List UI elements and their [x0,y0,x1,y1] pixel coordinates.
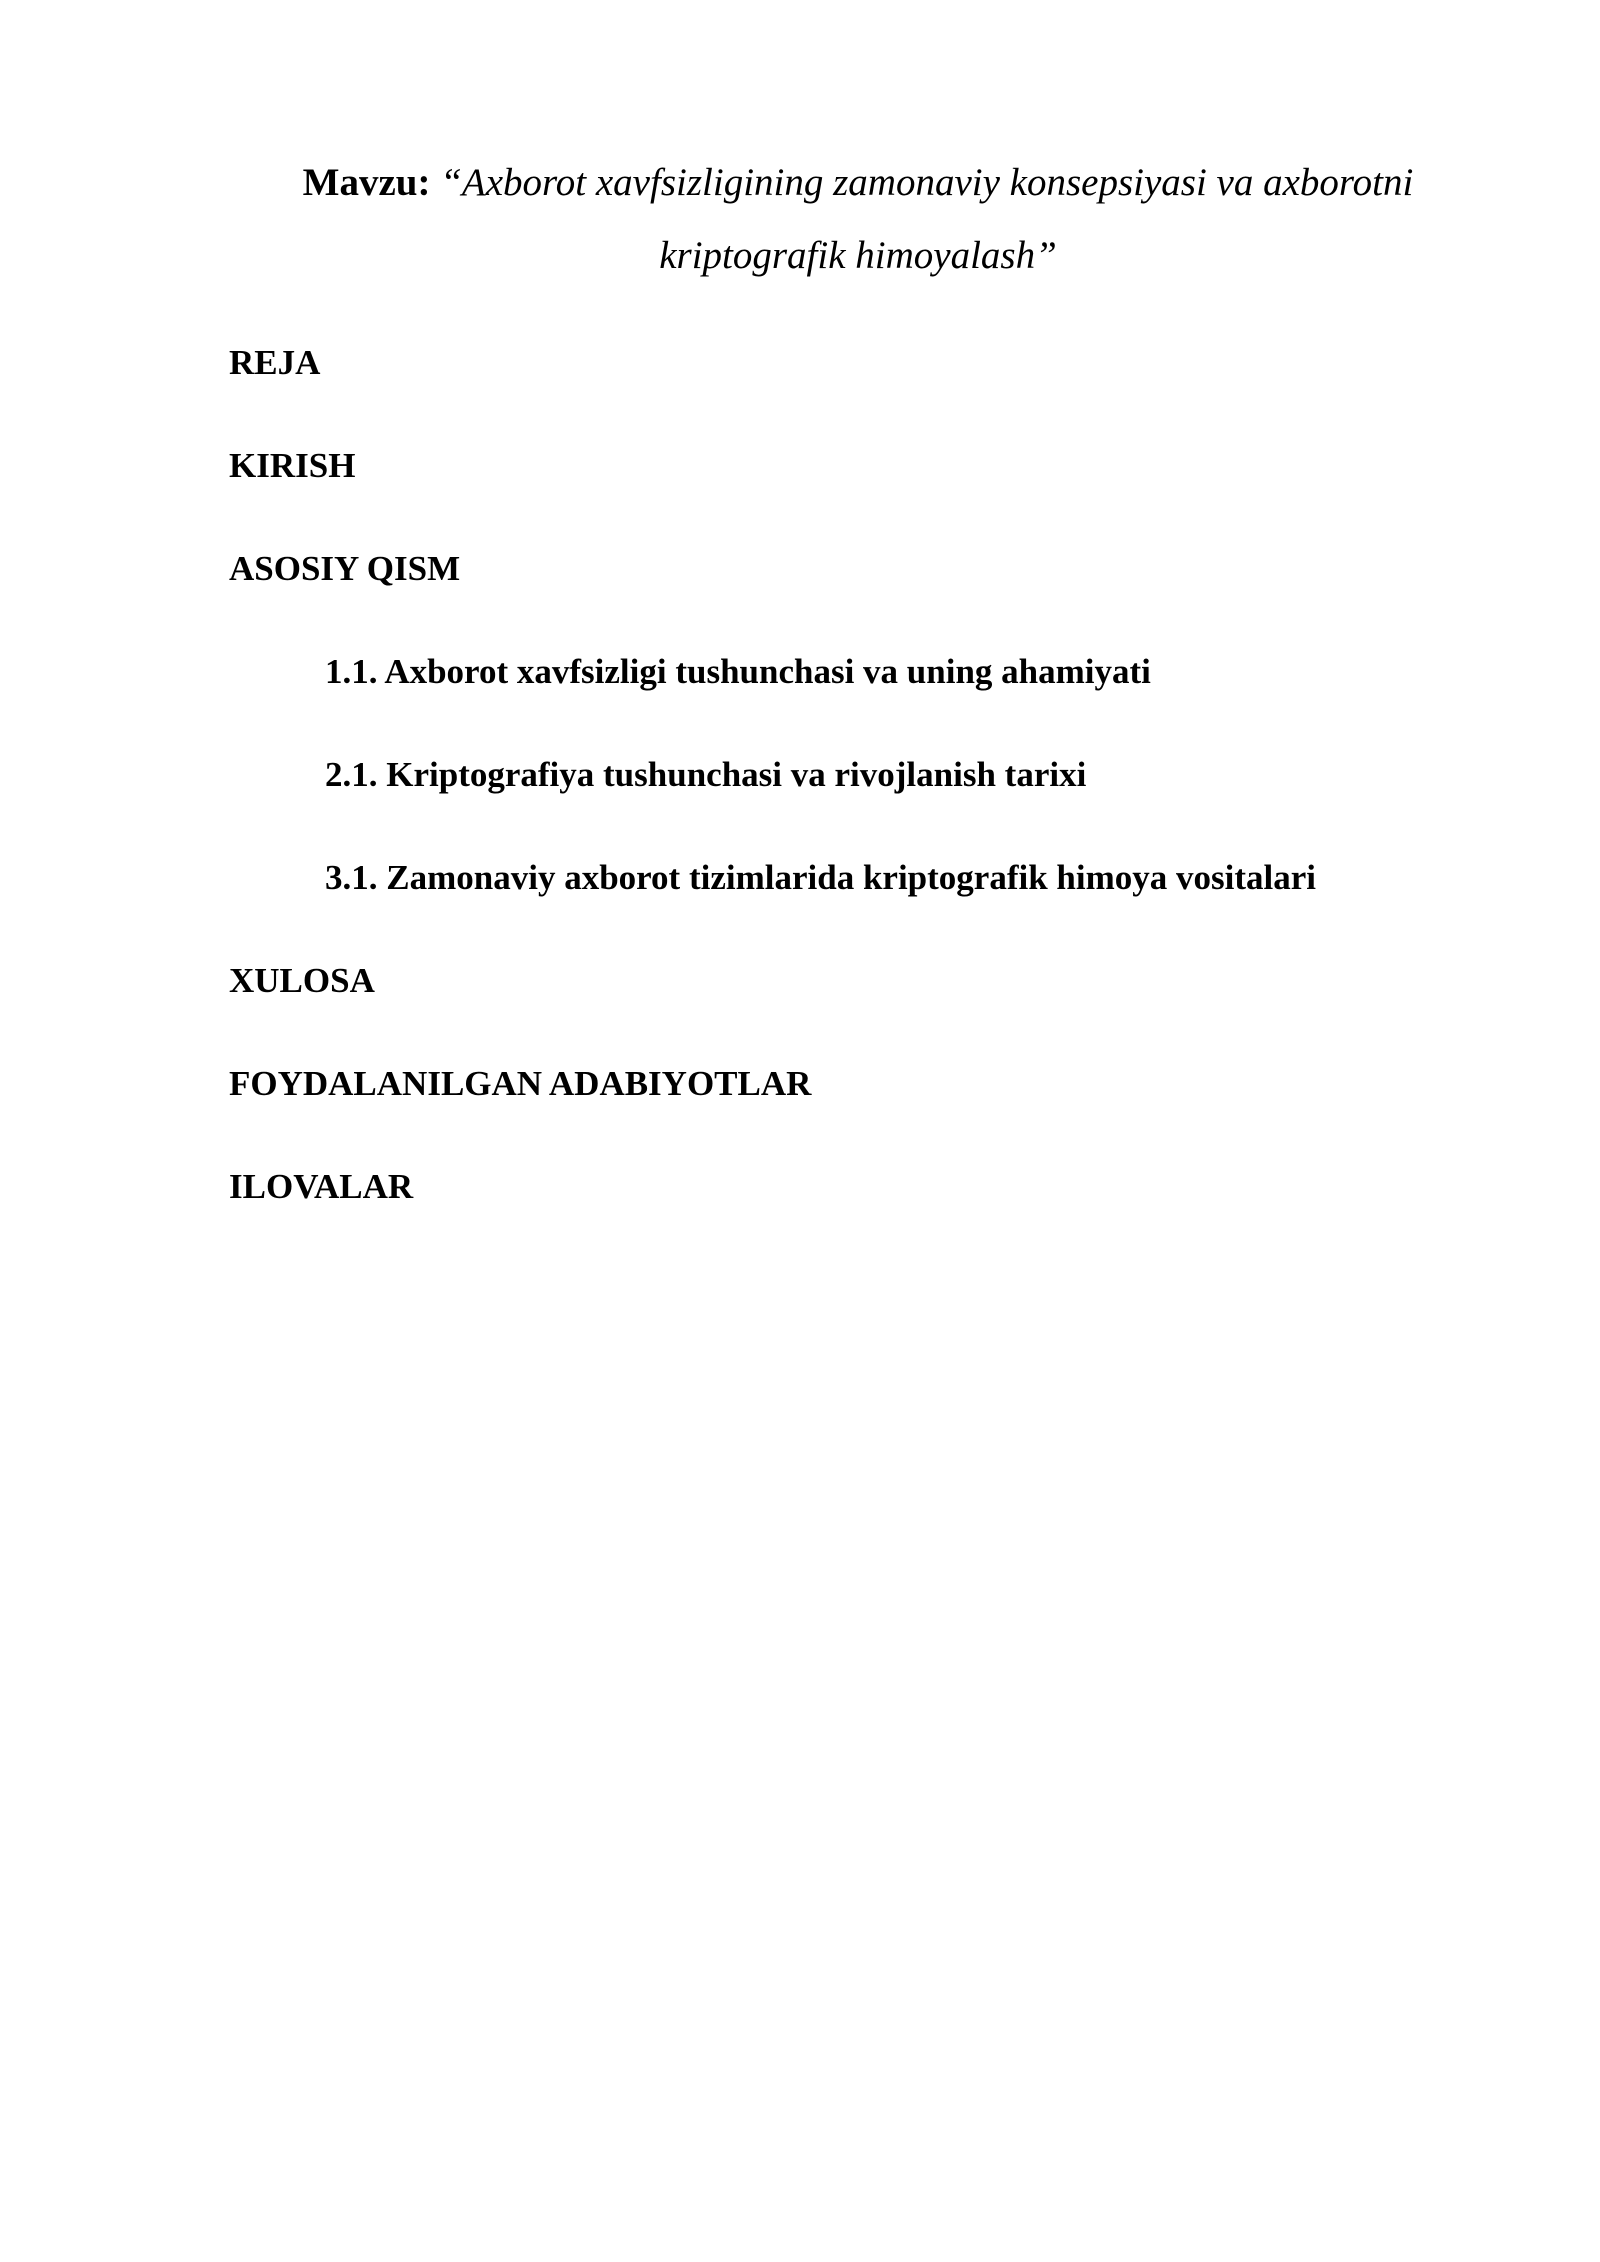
title-label: Mavzu: [302,161,431,204]
toc-subitem-2-1: 2.1. Kriptografiya tushunchasi va rivojlanish tarixi [325,755,1087,794]
toc-item-kirish: KIRISH [229,446,356,485]
toc-item-adabiyotlar: FOYDALANILGAN ADABIYOTLAR [229,1064,812,1103]
toc-subitem-1-1: 1.1. Axborot xavfsizligi tushunchasi va uning ahamiyati [325,652,1151,691]
toc-subitem-3-1: 3.1. Zamonaviy axborot tizimlarida kriptografik himoya vositalari [325,858,1317,897]
document-title [228,146,1488,292]
toc-heading-reja: REJA [229,343,321,382]
title-text: “Axborot xavfsizligining zamonaviy konsepsiyasi va axborotni kriptografik himoyalash” [440,161,1414,277]
toc-item-ilovalar: ILOVALAR [229,1167,414,1206]
toc-item-xulosa: XULOSA [229,961,375,1000]
toc-item-asosiy-qism: ASOSIY QISM [229,549,461,588]
